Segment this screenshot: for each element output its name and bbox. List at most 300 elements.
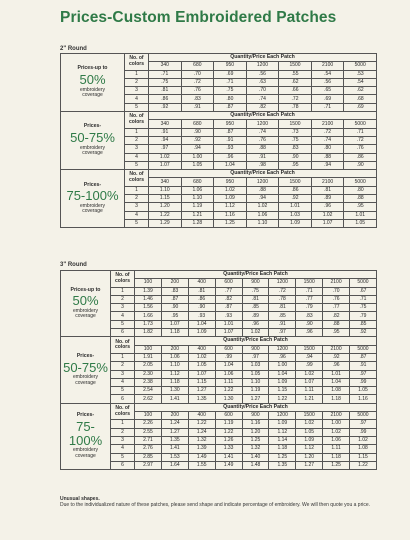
price-cell: 1.06 xyxy=(215,370,242,378)
coverage-label xyxy=(61,337,111,403)
price-cell: 1.02 xyxy=(296,370,323,378)
price-cell: 1.03 xyxy=(242,362,269,370)
header-row xyxy=(61,54,377,62)
price-cell: .98 xyxy=(246,161,279,169)
colors-cell: 5 xyxy=(125,219,149,227)
price-cell: 1.00 xyxy=(181,153,214,161)
price-cell: .54 xyxy=(344,78,377,86)
price-cell: .71 xyxy=(344,128,377,136)
colors-cell: 4 xyxy=(111,445,135,453)
price-cell: 1.29 xyxy=(149,219,182,227)
quantity-cell: 5000 xyxy=(344,62,377,70)
price-cell: 1.39 xyxy=(188,445,215,453)
price-cell: 1.33 xyxy=(215,445,242,453)
coverage-sm2: coverage xyxy=(82,150,103,157)
price-cell: 2.55 xyxy=(135,428,162,436)
price-cell: .56 xyxy=(311,78,344,86)
price-cell: 2.38 xyxy=(135,378,162,386)
price-cell: 1.04 xyxy=(323,378,350,386)
price-cell: .96 xyxy=(269,353,296,361)
price-cell: 1.05 xyxy=(296,428,323,436)
price-cell: 1.04 xyxy=(214,161,247,169)
footer-text: Due to the individualized nature of these patches, please send shape and indicate percentage of embroidery. We will then quote you a price. xyxy=(60,502,371,508)
price-cell: .99 xyxy=(350,378,377,386)
price-cell: .87 xyxy=(215,304,242,312)
price-cell: 1.02 xyxy=(246,203,279,211)
price-cell: .62 xyxy=(344,87,377,95)
header-row xyxy=(61,271,377,279)
price-cell: .91 xyxy=(350,362,377,370)
coverage-label xyxy=(61,54,125,112)
price-cell: .68 xyxy=(344,95,377,103)
quantity-cell: 2100 xyxy=(311,120,344,128)
price-cell: 1.09 xyxy=(214,195,247,203)
price-cell: .94 xyxy=(181,145,214,153)
colors-cell: 4 xyxy=(111,312,135,320)
price-cell: 1.19 xyxy=(215,420,242,428)
price-cell: 1.35 xyxy=(188,395,215,403)
quantity-cell: 2100 xyxy=(311,178,344,186)
quantity-cell: 1500 xyxy=(296,345,323,353)
colors-cell: 1 xyxy=(125,128,149,136)
colors-cell: 5 xyxy=(125,161,149,169)
coverage-big: 75-100% xyxy=(68,419,103,448)
price-cell: .91 xyxy=(149,128,182,136)
coverage-sm-prefix: Prices- xyxy=(76,352,95,359)
colors-header: No. of colors xyxy=(111,271,135,288)
colors-cell: 1 xyxy=(111,287,135,295)
colors-cell: 1 xyxy=(125,70,149,78)
price-cell: 1.07 xyxy=(296,378,323,386)
colors-cell: 2 xyxy=(125,195,149,203)
coverage-big: 50% xyxy=(79,72,106,88)
price-cell: 1.00 xyxy=(323,420,350,428)
coverage-sm2: coverage xyxy=(75,313,96,320)
quantity-cell: 680 xyxy=(181,120,214,128)
quantity-cell: 340 xyxy=(149,178,182,186)
price-cell: 1.35 xyxy=(161,436,188,444)
price-cell: 1.01 xyxy=(215,320,242,328)
price-cell: .97 xyxy=(269,329,296,337)
price-cell: 1.01 xyxy=(344,211,377,219)
coverage-sm2: coverage xyxy=(75,452,96,459)
quantity-cell: 1200 xyxy=(246,120,279,128)
price-cell: .92 xyxy=(350,329,377,337)
price-cell: 1.41 xyxy=(161,395,188,403)
coverage-sm2: coverage xyxy=(75,379,96,386)
price-cell: .95 xyxy=(161,312,188,320)
colors-cell: 6 xyxy=(111,395,135,403)
price-cell: .71 xyxy=(214,78,247,86)
price-cell: 1.24 xyxy=(161,420,188,428)
coverage-label xyxy=(61,403,111,469)
quantity-cell: 200 xyxy=(161,412,188,420)
price-cell: 1.40 xyxy=(242,453,269,461)
price-cell: 1.49 xyxy=(188,453,215,461)
quantity-cell: 600 xyxy=(215,279,242,287)
price-cell: .66 xyxy=(279,87,312,95)
price-cell: .92 xyxy=(181,136,214,144)
quantity-cell: 1500 xyxy=(296,412,323,420)
price-cell: 1.16 xyxy=(214,211,247,219)
price-cell: 1.30 xyxy=(215,395,242,403)
price-cell: .96 xyxy=(296,329,323,337)
price-cell: 1.08 xyxy=(350,445,377,453)
quantity-header: Quantity/Price Each Patch xyxy=(149,112,377,120)
colors-cell: 5 xyxy=(125,103,149,111)
price-cell: .81 xyxy=(269,304,296,312)
colors-cell: 1 xyxy=(111,353,135,361)
price-cell: .82 xyxy=(246,103,279,111)
price-cell: .69 xyxy=(311,95,344,103)
price-cell: .91 xyxy=(214,136,247,144)
price-cell: 1.82 xyxy=(135,329,162,337)
quantity-cell: 5000 xyxy=(350,345,377,353)
price-cell: 1.16 xyxy=(350,395,377,403)
price-cell: .88 xyxy=(311,153,344,161)
price-cell: 1.30 xyxy=(161,387,188,395)
price-cell: .72 xyxy=(344,136,377,144)
header-row xyxy=(61,170,377,178)
quantity-cell: 1200 xyxy=(246,62,279,70)
price-table-2in-round xyxy=(60,53,377,228)
price-cell: 1.02 xyxy=(242,329,269,337)
price-cell: .85 xyxy=(269,312,296,320)
price-cell: 1.56 xyxy=(135,304,162,312)
price-cell: .85 xyxy=(242,304,269,312)
price-cell: 2.71 xyxy=(135,436,162,444)
price-cell: 2.26 xyxy=(135,420,162,428)
price-table-3in-round xyxy=(60,270,377,470)
price-cell: 1.09 xyxy=(269,420,296,428)
price-cell: 1.02 xyxy=(188,353,215,361)
price-cell: 1.25 xyxy=(214,219,247,227)
price-cell: 1.41 xyxy=(215,453,242,461)
price-cell: 1.09 xyxy=(279,219,312,227)
price-cell: 1.07 xyxy=(161,320,188,328)
coverage-big: 50-75% xyxy=(63,359,108,375)
price-cell: 1.21 xyxy=(181,211,214,219)
price-cell: .92 xyxy=(279,195,312,203)
price-cell: .62 xyxy=(279,78,312,86)
price-cell: .86 xyxy=(188,295,215,303)
quantity-cell: 1500 xyxy=(279,120,312,128)
quantity-cell: 900 xyxy=(242,279,269,287)
price-cell: 1.02 xyxy=(149,153,182,161)
quantity-cell: 100 xyxy=(135,412,162,420)
price-cell: .70 xyxy=(181,70,214,78)
price-cell: 1.09 xyxy=(269,378,296,386)
quantity-cell: 400 xyxy=(188,412,215,420)
price-cell: 1.64 xyxy=(161,461,188,469)
coverage-sm1: embroidery xyxy=(72,447,98,454)
price-cell: .81 xyxy=(188,287,215,295)
colors-cell: 5 xyxy=(111,387,135,395)
price-cell: 1.27 xyxy=(242,395,269,403)
quantity-cell: 1200 xyxy=(269,412,296,420)
price-cell: .94 xyxy=(311,161,344,169)
price-cell: 1.10 xyxy=(181,195,214,203)
price-cell: .88 xyxy=(246,145,279,153)
price-cell: 1.11 xyxy=(323,445,350,453)
price-cell: 1.05 xyxy=(242,370,269,378)
quantity-header: Quantity/Price Each Patch xyxy=(149,54,377,62)
price-cell: .67 xyxy=(350,287,377,295)
price-cell: 1.02 xyxy=(323,428,350,436)
price-cell: 1.07 xyxy=(215,329,242,337)
section-label-3in: 3" Round xyxy=(60,262,87,268)
price-cell: 1.15 xyxy=(188,378,215,386)
price-cell: 1.22 xyxy=(215,428,242,436)
price-cell: 1.53 xyxy=(161,453,188,461)
price-cell: .73 xyxy=(279,128,312,136)
price-cell: .70 xyxy=(323,287,350,295)
quantity-cell: 900 xyxy=(242,345,269,353)
price-cell: 1.18 xyxy=(161,329,188,337)
price-cell: .81 xyxy=(149,87,182,95)
price-cell: .90 xyxy=(161,304,188,312)
price-cell: 1.10 xyxy=(242,378,269,386)
price-cell: 1.05 xyxy=(188,362,215,370)
price-cell: 1.06 xyxy=(161,353,188,361)
coverage-sm-prefix: Prices-up to xyxy=(70,286,101,293)
price-cell: 1.21 xyxy=(296,395,323,403)
price-cell: .78 xyxy=(279,103,312,111)
price-cell: .86 xyxy=(279,186,312,194)
colors-header: No. of colors xyxy=(125,170,149,187)
price-cell: .75 xyxy=(214,87,247,95)
price-cell: .71 xyxy=(350,295,377,303)
price-cell: 1.25 xyxy=(242,436,269,444)
quantity-cell: 100 xyxy=(135,279,162,287)
price-cell: .81 xyxy=(311,186,344,194)
colors-cell: 2 xyxy=(125,78,149,86)
quantity-cell: 1200 xyxy=(246,178,279,186)
quantity-cell: 900 xyxy=(242,412,269,420)
price-cell: 1.20 xyxy=(149,203,182,211)
price-cell: .92 xyxy=(149,103,182,111)
price-cell: 1.46 xyxy=(135,295,162,303)
price-cell: .80 xyxy=(311,145,344,153)
price-cell: .83 xyxy=(279,145,312,153)
colors-cell: 2 xyxy=(111,295,135,303)
price-cell: 1.22 xyxy=(188,420,215,428)
price-cell: 1.18 xyxy=(161,378,188,386)
coverage-sm1: embroidery xyxy=(79,144,105,151)
quantity-cell: 950 xyxy=(214,120,247,128)
price-cell: 2.62 xyxy=(135,395,162,403)
price-cell: .90 xyxy=(188,304,215,312)
price-cell: .53 xyxy=(344,70,377,78)
price-cell: .94 xyxy=(246,195,279,203)
price-cell: 1.12 xyxy=(269,428,296,436)
price-cell: .86 xyxy=(344,153,377,161)
price-cell: 1.41 xyxy=(161,445,188,453)
price-cell: .89 xyxy=(311,195,344,203)
price-cell: .90 xyxy=(344,161,377,169)
price-cell: 1.10 xyxy=(161,362,188,370)
coverage-big: 50% xyxy=(72,293,99,309)
price-cell: .77 xyxy=(323,304,350,312)
colors-header: No. of colors xyxy=(125,112,149,129)
price-cell: 1.03 xyxy=(279,211,312,219)
colors-header: No. of colors xyxy=(125,54,149,71)
price-cell: .69 xyxy=(344,103,377,111)
price-cell: .72 xyxy=(181,78,214,86)
price-cell: .83 xyxy=(181,95,214,103)
price-cell: 1.39 xyxy=(135,287,162,295)
price-cell: 1.32 xyxy=(242,445,269,453)
price-cell: 1.25 xyxy=(269,453,296,461)
price-cell: 1.05 xyxy=(344,219,377,227)
price-cell: 2.97 xyxy=(135,461,162,469)
price-cell: .82 xyxy=(323,312,350,320)
price-cell: 1.10 xyxy=(246,219,279,227)
price-cell: .93 xyxy=(215,312,242,320)
price-cell: 1.11 xyxy=(215,378,242,386)
price-cell: 1.35 xyxy=(269,461,296,469)
quantity-cell: 100 xyxy=(135,345,162,353)
coverage-sm-prefix: Prices- xyxy=(76,412,95,419)
price-cell: 1.20 xyxy=(296,453,323,461)
price-cell: 1.22 xyxy=(269,395,296,403)
quantity-cell: 5000 xyxy=(344,178,377,186)
price-cell: .92 xyxy=(323,353,350,361)
price-cell: 1.06 xyxy=(323,436,350,444)
colors-cell: 4 xyxy=(125,95,149,103)
quantity-cell: 600 xyxy=(215,345,242,353)
quantity-cell: 340 xyxy=(149,120,182,128)
price-cell: .75 xyxy=(279,136,312,144)
quantity-cell: 200 xyxy=(161,345,188,353)
price-cell: 1.20 xyxy=(242,428,269,436)
price-cell: .87 xyxy=(214,128,247,136)
price-cell: .97 xyxy=(149,145,182,153)
price-cell: 1.18 xyxy=(323,453,350,461)
coverage-sm2: coverage xyxy=(82,92,103,99)
price-cell: .91 xyxy=(269,320,296,328)
coverage-label xyxy=(61,170,125,228)
colors-cell: 3 xyxy=(125,87,149,95)
quantity-cell: 1200 xyxy=(269,345,296,353)
price-cell: .96 xyxy=(323,362,350,370)
quantity-cell: 680 xyxy=(181,178,214,186)
price-cell: 1.73 xyxy=(135,320,162,328)
price-cell: 2.30 xyxy=(135,370,162,378)
header-row xyxy=(61,403,377,411)
price-cell: .76 xyxy=(344,145,377,153)
price-cell: 1.32 xyxy=(188,436,215,444)
price-cell: .72 xyxy=(279,95,312,103)
colors-cell: 4 xyxy=(125,153,149,161)
price-cell: 1.01 xyxy=(323,370,350,378)
price-cell: .87 xyxy=(214,103,247,111)
header-row xyxy=(61,112,377,120)
price-cell: 1.24 xyxy=(188,428,215,436)
colors-cell: 5 xyxy=(111,453,135,461)
price-cell: .71 xyxy=(149,70,182,78)
colors-cell: 3 xyxy=(125,145,149,153)
price-cell: 1.15 xyxy=(149,195,182,203)
quantity-cell: 950 xyxy=(214,178,247,186)
price-cell: 1.19 xyxy=(181,203,214,211)
section-label-2in: 2" Round xyxy=(60,46,87,52)
price-cell: 1.12 xyxy=(296,445,323,453)
colors-cell: 3 xyxy=(111,304,135,312)
price-cell: .76 xyxy=(323,295,350,303)
quantity-cell: 600 xyxy=(215,412,242,420)
price-cell: .95 xyxy=(323,329,350,337)
quantity-cell: 680 xyxy=(181,62,214,70)
quantity-cell: 340 xyxy=(149,62,182,70)
price-cell: .65 xyxy=(311,87,344,95)
coverage-sm1: embroidery xyxy=(79,202,105,209)
price-cell: .95 xyxy=(279,161,312,169)
colors-cell: 4 xyxy=(111,378,135,386)
coverage-sm-prefix: Prices- xyxy=(83,123,102,130)
price-cell: 1.07 xyxy=(311,219,344,227)
price-cell: 1.04 xyxy=(269,370,296,378)
price-cell: 1.28 xyxy=(181,219,214,227)
price-cell: .91 xyxy=(181,103,214,111)
price-cell: 1.66 xyxy=(135,312,162,320)
price-cell: 1.10 xyxy=(149,186,182,194)
price-cell: 1.07 xyxy=(149,161,182,169)
price-cell: 1.08 xyxy=(323,387,350,395)
coverage-sm2: coverage xyxy=(82,208,103,215)
price-cell: .83 xyxy=(296,312,323,320)
price-cell: .90 xyxy=(296,320,323,328)
price-cell: .97 xyxy=(242,353,269,361)
colors-cell: 2 xyxy=(111,428,135,436)
price-cell: .71 xyxy=(311,103,344,111)
price-cell: .70 xyxy=(246,87,279,95)
quantity-cell: 1500 xyxy=(279,62,312,70)
price-cell: .81 xyxy=(242,295,269,303)
coverage-sm1: embroidery xyxy=(72,307,98,314)
price-cell: .76 xyxy=(181,87,214,95)
price-cell: 1.06 xyxy=(181,186,214,194)
price-cell: .80 xyxy=(344,186,377,194)
price-cell: .63 xyxy=(246,78,279,86)
price-cell: .97 xyxy=(350,370,377,378)
price-cell: 1.15 xyxy=(269,387,296,395)
price-cell: 1.11 xyxy=(296,387,323,395)
price-cell: .91 xyxy=(246,153,279,161)
price-cell: 1.02 xyxy=(350,436,377,444)
coverage-big: 75-100% xyxy=(66,188,119,204)
price-cell: .74 xyxy=(246,95,279,103)
price-cell: 1.00 xyxy=(269,362,296,370)
price-cell: 2.85 xyxy=(135,453,162,461)
price-cell: .95 xyxy=(344,203,377,211)
price-cell: .55 xyxy=(279,70,312,78)
price-cell: 1.55 xyxy=(188,461,215,469)
price-cell: 2.76 xyxy=(135,445,162,453)
coverage-label xyxy=(61,112,125,170)
price-cell: 1.02 xyxy=(296,420,323,428)
price-cell: 1.27 xyxy=(161,428,188,436)
footer-note xyxy=(60,496,380,508)
colors-cell: 6 xyxy=(111,461,135,469)
quantity-header: Quantity/Price Each Patch xyxy=(135,271,377,279)
price-cell: 1.18 xyxy=(269,445,296,453)
price-cell: 1.02 xyxy=(311,211,344,219)
price-cell: .74 xyxy=(246,128,279,136)
price-cell: .79 xyxy=(350,312,377,320)
price-cell: 1.02 xyxy=(214,186,247,194)
colors-cell: 2 xyxy=(111,362,135,370)
